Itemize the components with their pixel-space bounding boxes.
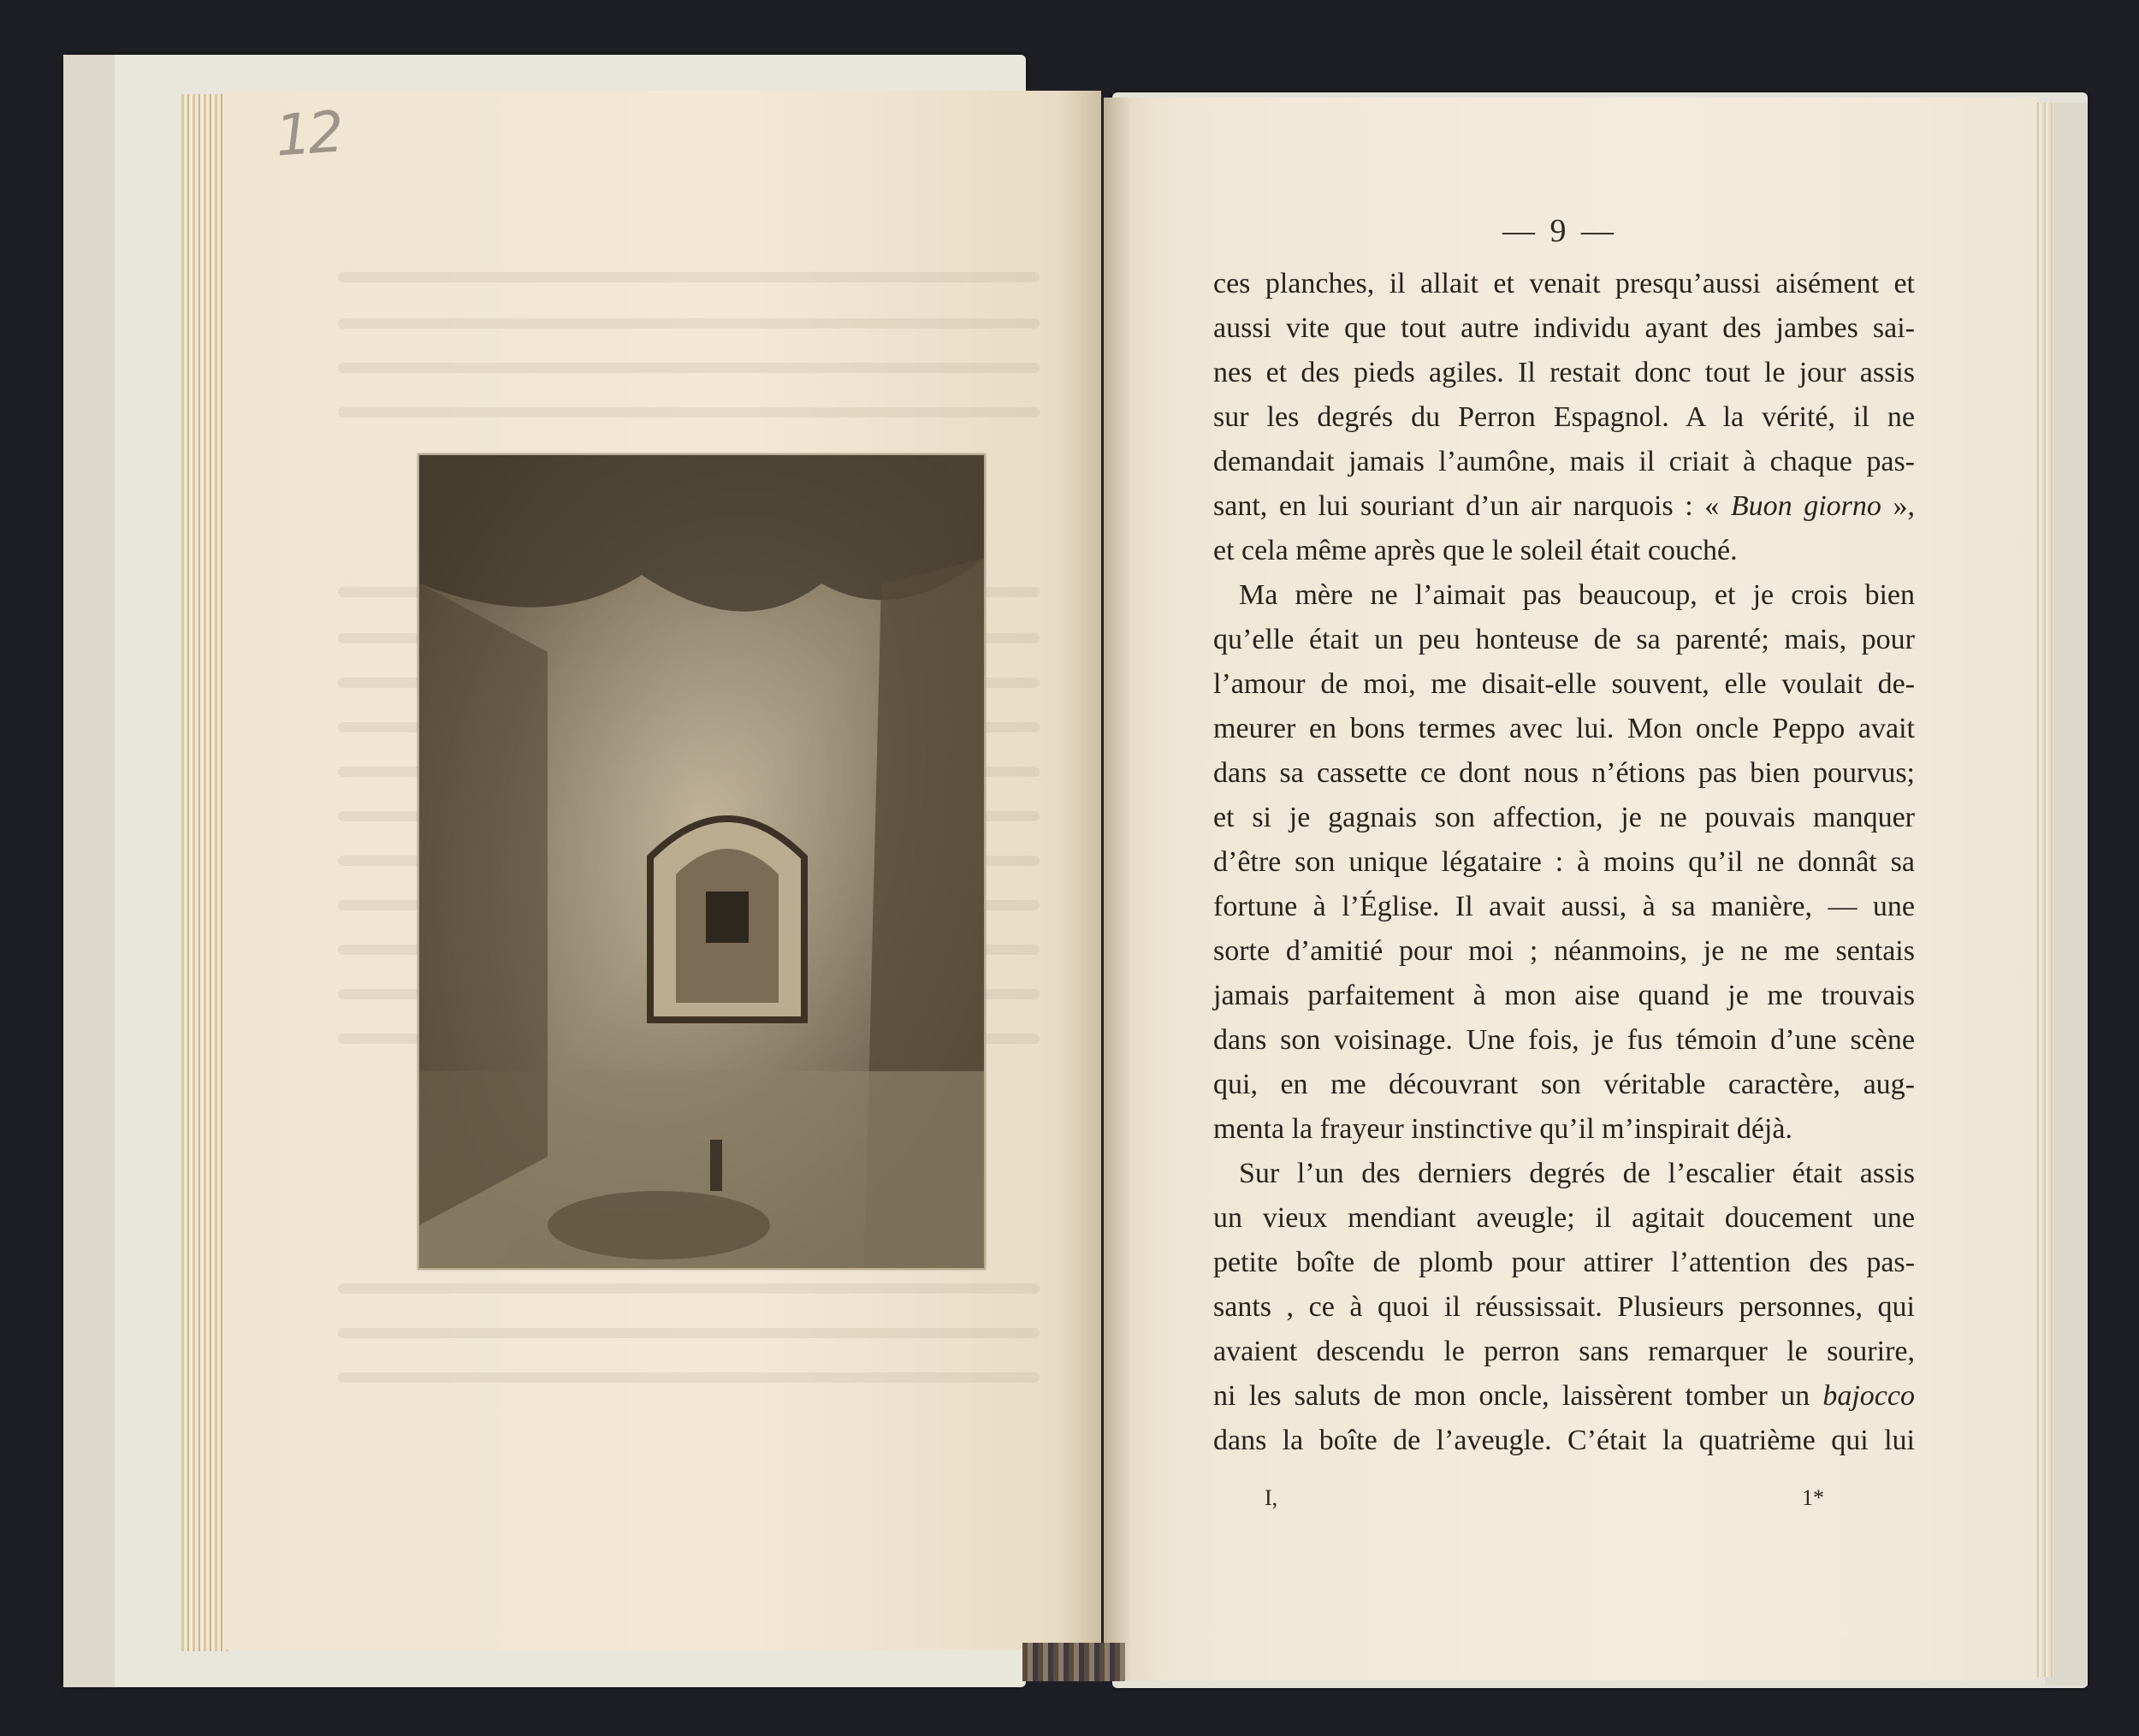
text-line: l’amour de moi, me disait-elle souvent, elle voulait de- (1213, 668, 1915, 700)
text-line: fortune à l’Église. Il avait aussi, à sa manière, — une (1213, 891, 1915, 922)
text-line: d’être son unique légataire : à moins qu’il ne donnât sa (1213, 846, 1915, 878)
text-line: et si je gagnais son affection, je ne pouvais manquer (1213, 802, 1915, 833)
text-line: sant, en lui souriant d’un air narquois : « Buon giorno », (1213, 490, 1915, 522)
text-line: petite boîte de plomb pour attirer l’attention des pas- (1213, 1247, 1915, 1278)
signature-mark-right: 1* (1802, 1485, 1824, 1510)
text-line: sants , ce à quoi il réussissait. Plusieurs personnes, qui (1213, 1291, 1915, 1323)
text-line: meurer en bons termes avec lui. Mon oncle Peppo avait (1213, 713, 1915, 744)
photograph-image (419, 455, 984, 1268)
text-line: aussi vite que tout autre individu ayant des jambes sai- (1213, 312, 1915, 344)
spine-headband (1022, 1643, 1125, 1681)
text-line: qui, en me découvrant son véritable caractère, aug- (1213, 1069, 1915, 1100)
text-line: dans la boîte de l’aveugle. C’était la quatrième qui lui (1213, 1425, 1915, 1456)
text-line: demandait jamais l’aumône, mais il criait à chaque pas- (1213, 446, 1915, 477)
text-line: sur les degrés du Perron Espagnol. A la vérité, il ne (1213, 401, 1915, 433)
text-line: dans son voisinage. Une fois, je fus témoin d’une scène (1213, 1024, 1915, 1056)
text-line: Ma mère ne l’aimait pas beaucoup, et je crois bien (1239, 579, 1915, 611)
text-line: dans sa cassette ce dont nous n’étions pas bien pourvus; (1213, 757, 1915, 789)
text-line: ni les saluts de mon oncle, laissèrent tomber un bajocco (1213, 1380, 1915, 1412)
pencil-folio-number: 12 (273, 98, 343, 169)
text-line: nes et des pieds agiles. Il restait donc tout le jour assis (1213, 357, 1915, 388)
running-page-header: — 9 — (1502, 213, 1617, 249)
text-line: Sur l’un des derniers degrés de l’escalier était assis (1239, 1158, 1915, 1189)
text-line: jamais parfaitement à mon aise quand je me trouvais (1213, 980, 1915, 1011)
text-line: sorte d’amitié pour moi ; néanmoins, je ne me sentais (1213, 935, 1915, 967)
text-line: et cela même après que le soleil était couché. (1213, 535, 1738, 566)
page-edges (181, 94, 229, 1651)
text-line: menta la frayeur instinctive qu’il m’inspirait déjà. (1213, 1113, 1792, 1145)
text-line: avaient descendu le perron sans remarquer le sourire, (1213, 1336, 1915, 1367)
photograph (418, 453, 986, 1270)
text-line: un vieux mendiant aveugle; il agitait doucement une (1213, 1202, 1915, 1234)
text-line: ces planches, il allait et venait presqu’aussi aisément et (1213, 268, 1915, 299)
left-cover-fold (63, 55, 115, 1687)
signature-mark-left: I, (1265, 1485, 1278, 1510)
text-line: qu’elle était un peu honteuse de sa parenté; mais, pour (1213, 624, 1915, 655)
